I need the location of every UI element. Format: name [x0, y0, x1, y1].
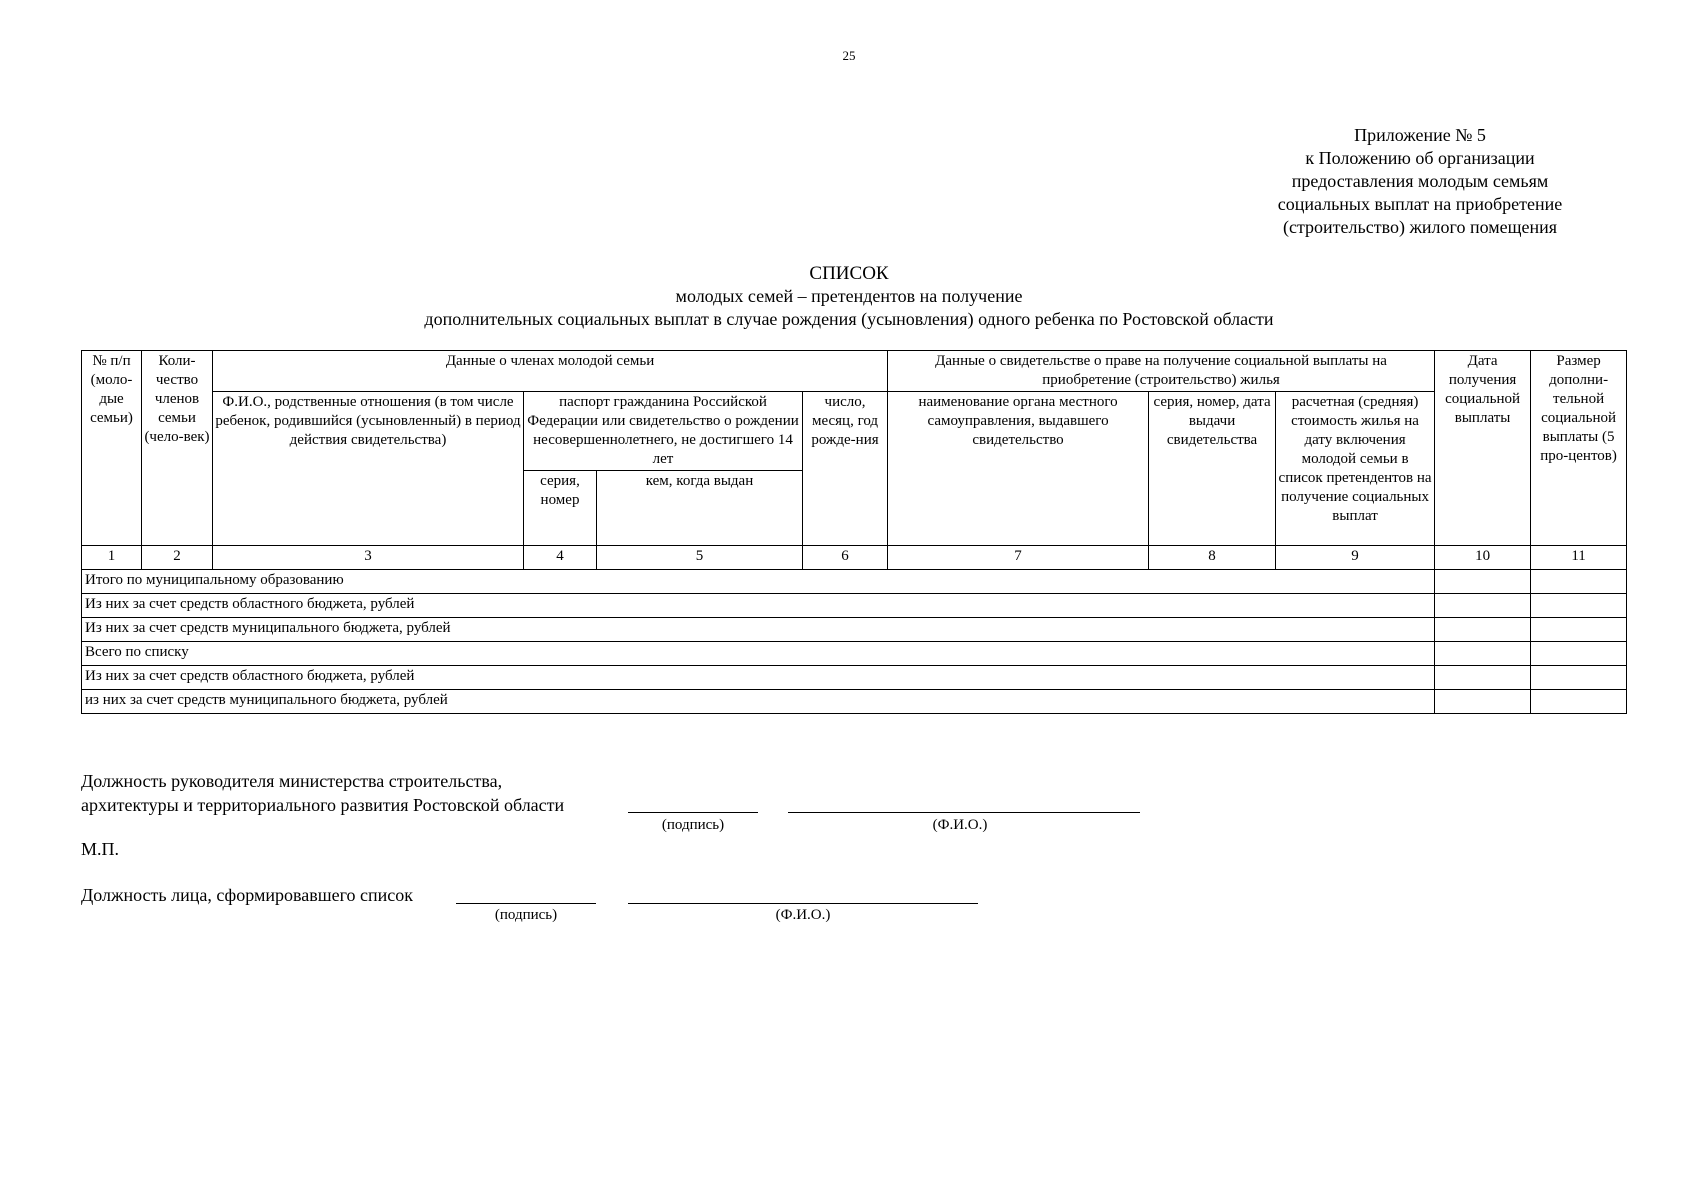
signature-line	[456, 903, 596, 904]
column-number: 9	[1276, 546, 1435, 570]
summary-label: Всего по списку	[82, 642, 1435, 666]
summary-label: Итого по муниципальному образованию	[82, 570, 1435, 594]
header-cell: кем, когда выдан	[597, 471, 803, 546]
column-number-row	[82, 546, 1627, 570]
header-cell: расчетная (средняя) стоимость жилья на дату включения молодой семьи в список претендентов на получение социальных выплат	[1276, 392, 1435, 546]
summary-row	[82, 642, 1627, 666]
header-cell: Дата получения социальной выплаты	[1435, 351, 1531, 546]
summary-value-cell	[1435, 690, 1531, 714]
column-number: 7	[888, 546, 1149, 570]
appendix-line: предоставления молодым семьям	[1291, 171, 1549, 191]
summary-row	[82, 594, 1627, 618]
page-number: 25	[842, 48, 856, 63]
summary-label: Из них за счет средств областного бюджета, рублей	[82, 666, 1435, 690]
title-line: СПИСОК	[809, 263, 889, 284]
column-number: 8	[1149, 546, 1276, 570]
fio-caption: (Ф.И.О.)	[775, 907, 831, 923]
compiler-position: Должность лица, сформировавшего список	[81, 885, 413, 905]
summary-label: из них за счет средств муниципального бюджета, рублей	[82, 690, 1435, 714]
appendix-line: к Положению об организации	[1305, 148, 1535, 168]
column-number: 6	[803, 546, 888, 570]
summary-value-cell	[1531, 690, 1627, 714]
summary-value-cell	[1531, 570, 1627, 594]
column-number: 4	[524, 546, 597, 570]
fio-line	[628, 903, 978, 904]
document-title	[0, 262, 1698, 331]
summary-row	[82, 666, 1627, 690]
stamp-mark: М.П.	[81, 839, 120, 859]
summary-value-cell	[1435, 570, 1531, 594]
summary-value-cell	[1435, 594, 1531, 618]
header-cell: серия, номер	[524, 471, 597, 546]
appendix-line: Приложение № 5	[1354, 125, 1486, 145]
header-row	[82, 351, 1627, 392]
column-number: 11	[1531, 546, 1627, 570]
fio-line	[788, 812, 1140, 813]
summary-label: Из них за счет средств областного бюджета, рублей	[82, 594, 1435, 618]
header-group-cell: Данные о свидетельстве о праве на получение социальной выплаты на приобретение (строительство) жилья	[888, 351, 1435, 392]
appendix-note	[1270, 124, 1570, 239]
subtitle-line: дополнительных социальных выплат в случае рождения (усыновления) одного ребенка по Ростовской области	[424, 309, 1274, 329]
signature-caption: (подпись)	[661, 817, 725, 833]
summary-value-cell	[1531, 666, 1627, 690]
signature-caption: (подпись)	[494, 907, 558, 923]
header-cell: серия, номер, дата выдачи свидетельства	[1149, 392, 1276, 546]
header-cell: Коли-чество членов семьи (чело-век)	[142, 351, 213, 546]
header-group-cell: Данные о членах молодой семьи	[213, 351, 888, 392]
header-group-cell: паспорт гражданина Российской Федерации или свидетельство о рождении несовершеннолетнего, не достигшего 14 лет	[524, 392, 803, 471]
summary-value-cell	[1435, 642, 1531, 666]
summary-value-cell	[1531, 642, 1627, 666]
column-number: 10	[1435, 546, 1531, 570]
summary-value-cell	[1531, 618, 1627, 642]
header-cell: число, месяц, год рожде-ния	[803, 392, 888, 546]
summary-value-cell	[1435, 666, 1531, 690]
column-number: 5	[597, 546, 803, 570]
appendix-line: (строительство) жилого помещения	[1282, 217, 1558, 237]
signature-line	[628, 812, 758, 813]
head-position-line2: архитектуры и территориального развития Ростовской области	[81, 795, 565, 815]
subtitle-line: молодых семей – претендентов на получение	[675, 286, 1023, 306]
header-cell: № п/п (моло-дые семьи)	[82, 351, 142, 546]
summary-row	[82, 618, 1627, 642]
header-cell: Ф.И.О., родственные отношения (в том числе ребенок, родившийся (усыновленный) в период действия свидетельства)	[213, 392, 524, 546]
column-number: 1	[82, 546, 142, 570]
header-cell: Размер дополни-тельной социальной выплаты (5 про-центов)	[1531, 351, 1627, 546]
summary-value-cell	[1435, 618, 1531, 642]
summary-label: Из них за счет средств муниципального бюджета, рублей	[82, 618, 1435, 642]
appendix-line: социальных выплат на приобретение	[1277, 194, 1563, 214]
summary-value-cell	[1531, 594, 1627, 618]
fio-caption: (Ф.И.О.)	[932, 817, 988, 833]
families-table	[81, 350, 1627, 714]
header-cell: наименование органа местного самоуправления, выдавшего свидетельство	[888, 392, 1149, 546]
summary-row	[82, 690, 1627, 714]
head-position-line1: Должность руководителя министерства строительства,	[81, 771, 503, 791]
column-number: 3	[213, 546, 524, 570]
header-row	[82, 392, 1627, 471]
column-number: 2	[142, 546, 213, 570]
summary-row	[82, 570, 1627, 594]
